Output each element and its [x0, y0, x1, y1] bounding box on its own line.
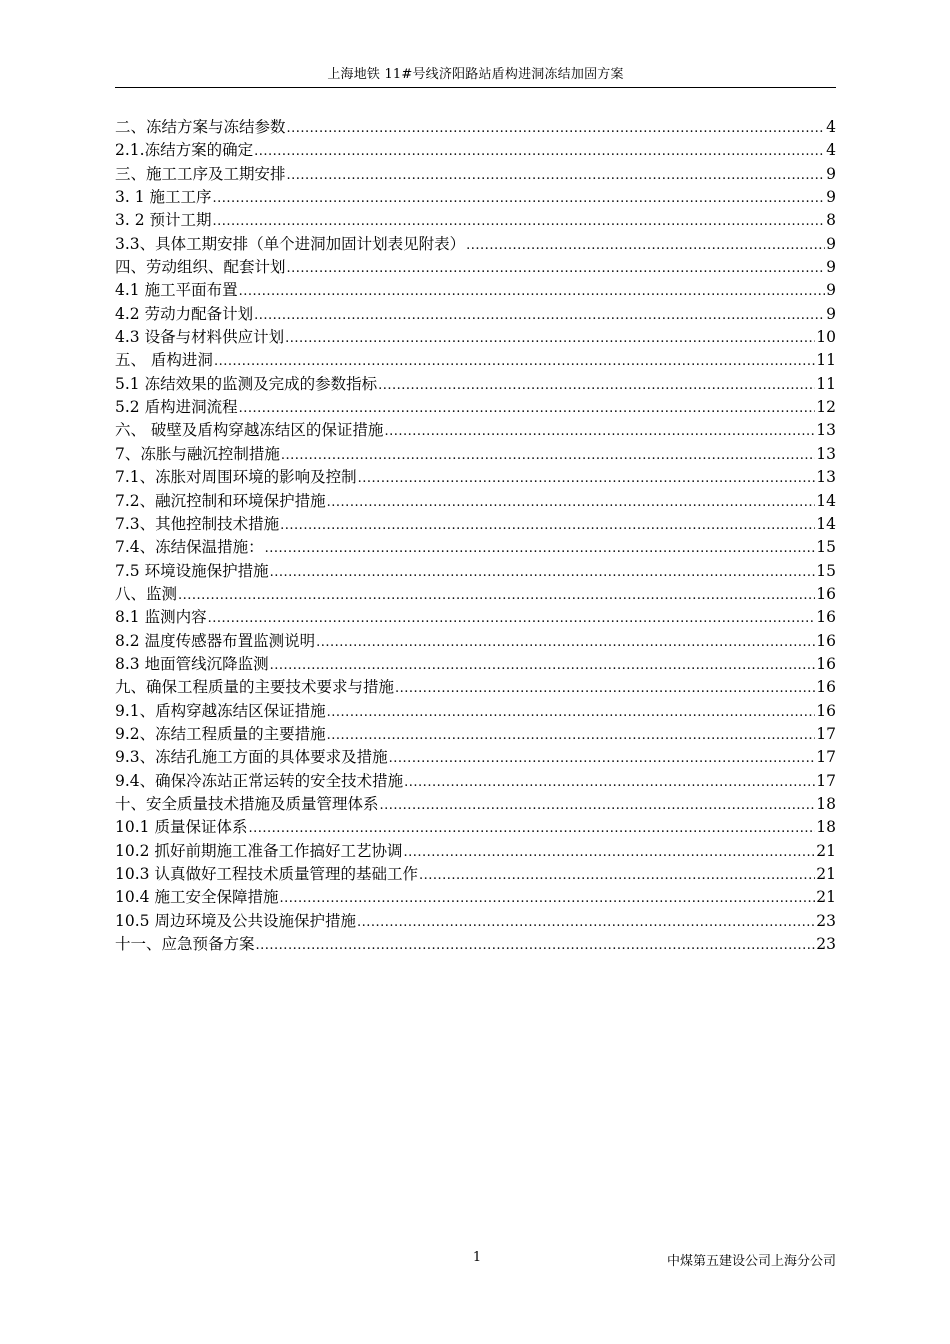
toc-entry-title[interactable]: 3. 1 施工工序 — [115, 188, 212, 207]
toc-entry-page[interactable]: 16 — [816, 701, 836, 720]
toc-entry-page[interactable]: 4 — [826, 118, 836, 136]
toc-dot-leader — [389, 747, 816, 770]
toc-entry-page[interactable]: 16 — [816, 678, 836, 697]
toc-entry-title[interactable]: 7、冻胀与融沉控制措施 — [115, 444, 280, 463]
toc-entry[interactable] — [115, 443, 836, 466]
toc-dot-leader — [178, 584, 815, 607]
toc-entry[interactable] — [115, 279, 836, 302]
header-rule — [115, 87, 836, 88]
toc-entry-title[interactable]: 十一、应急预备方案 — [115, 935, 255, 954]
toc-entry[interactable] — [115, 256, 836, 279]
toc-entry[interactable] — [115, 513, 836, 536]
toc-dot-leader — [270, 654, 816, 677]
toc-entry-page[interactable]: 23 — [816, 935, 836, 954]
toc-entry-title[interactable]: 九、确保工程质量的主要技术要求与措施 — [115, 678, 395, 697]
toc-dot-leader — [270, 561, 816, 584]
toc-dot-leader — [214, 350, 815, 373]
toc-entry[interactable] — [115, 303, 836, 326]
toc-dot-leader — [384, 420, 815, 443]
toc-entry[interactable] — [115, 606, 836, 629]
toc-dot-leader — [327, 724, 816, 747]
toc-dot-leader — [248, 817, 815, 840]
toc-dot-leader — [419, 864, 815, 887]
toc-entry-page[interactable]: 9 — [826, 304, 836, 323]
toc-dot-leader — [395, 677, 815, 700]
toc-entry[interactable] — [115, 910, 836, 933]
toc-entry-page[interactable]: 13 — [816, 421, 836, 440]
toc-entry-title[interactable]: 八、监测 — [115, 584, 178, 603]
toc-entry-page[interactable]: 16 — [816, 608, 836, 627]
toc-entry-page[interactable]: 12 — [816, 398, 836, 417]
toc-entry-page[interactable]: 17 — [816, 724, 836, 743]
toc-dot-leader — [239, 280, 826, 303]
toc-entry[interactable] — [115, 373, 836, 396]
toc-dot-leader — [213, 210, 826, 233]
toc-dot-leader — [287, 257, 826, 280]
toc-entry-title[interactable]: 9.1、盾构穿越冻结区保证措施 — [115, 701, 326, 720]
toc-entry-title[interactable]: 10.3 认真做好工程技术质量管理的基础工作 — [115, 865, 418, 883]
toc-entry-title[interactable]: 10.4 施工安全保障措施 — [115, 888, 279, 907]
toc-dot-leader — [254, 304, 825, 327]
toc-entry[interactable] — [115, 653, 836, 676]
toc-entry-page[interactable]: 13 — [816, 468, 836, 487]
toc-dot-leader — [208, 607, 816, 630]
toc-dot-leader — [239, 397, 816, 420]
toc-entry-page[interactable]: 21 — [816, 888, 836, 907]
toc-entry[interactable] — [115, 466, 836, 489]
toc-entry-title[interactable]: 2.1.冻结方案的确定 — [115, 141, 254, 160]
toc-entry[interactable] — [115, 630, 836, 653]
toc-entry[interactable] — [115, 886, 836, 909]
toc-entry-page[interactable]: 18 — [816, 794, 836, 813]
toc-entry[interactable] — [115, 209, 836, 232]
toc-dot-leader — [404, 771, 815, 794]
toc-entry-page[interactable]: 14 — [816, 491, 836, 510]
toc-entry-page[interactable]: 15 — [816, 538, 836, 557]
toc-dot-leader — [285, 327, 815, 350]
toc-dot-leader — [316, 631, 815, 654]
toc-entry[interactable] — [115, 723, 836, 746]
toc-dot-leader — [265, 537, 816, 560]
toc-entry-title[interactable]: 7.1、冻胀对周围环境的影响及控制 — [115, 468, 357, 487]
toc-entry[interactable] — [115, 116, 836, 139]
toc-entry-title[interactable]: 7.4、冻结保温措施： — [115, 538, 264, 557]
toc-entry-title[interactable]: 五、 盾构进洞 — [115, 351, 213, 370]
toc-entry-title[interactable]: 8.1 监测内容 — [115, 608, 207, 627]
toc-entry[interactable] — [115, 163, 836, 186]
toc-entry-page[interactable]: 18 — [816, 818, 836, 837]
toc-dot-leader — [281, 444, 815, 467]
toc-dot-leader — [287, 164, 826, 187]
toc-entry-page[interactable]: 15 — [816, 561, 836, 580]
toc-entry-title[interactable]: 3. 2 预计工期 — [115, 211, 212, 230]
toc-dot-leader — [327, 701, 816, 724]
toc-entry[interactable] — [115, 490, 836, 513]
toc-entry-title[interactable]: 7.5 环境设施保护措施 — [115, 561, 269, 580]
footer-company-name: 中煤第五建设公司上海分公司 — [666, 1254, 836, 1269]
toc-entry[interactable] — [115, 793, 836, 816]
toc-entry[interactable] — [115, 746, 836, 769]
toc-entry-title[interactable]: 9.4、确保冷冻站正常运转的安全技术措施 — [115, 771, 404, 790]
toc-entry[interactable] — [115, 560, 836, 583]
toc-dot-leader — [256, 934, 816, 957]
toc-entry-page[interactable]: 4 — [826, 141, 836, 160]
toc-entry[interactable] — [115, 186, 836, 209]
toc-entry[interactable] — [115, 139, 836, 162]
toc-entry-title[interactable]: 5.2 盾构进洞流程 — [115, 398, 238, 417]
toc-entry[interactable] — [115, 233, 836, 256]
toc-entry[interactable] — [115, 770, 836, 793]
toc-entry[interactable] — [115, 419, 836, 442]
toc-dot-leader — [466, 234, 825, 257]
toc-dot-leader — [254, 140, 825, 163]
toc-entry-title[interactable]: 5.1 冻结效果的监测及完成的参数指标 — [115, 374, 378, 393]
toc-entry-title[interactable]: 4.2 劳动力配备计划 — [115, 304, 254, 323]
toc-entry-page[interactable]: 17 — [816, 748, 836, 767]
toc-entry-title[interactable]: 10.1 质量保证体系 — [115, 818, 248, 837]
toc-entry-title[interactable]: 10.2 抓好前期施工准备工作搞好工艺协调 — [115, 841, 403, 860]
toc-entry-title[interactable]: 十、安全质量技术措施及质量管理体系 — [115, 794, 379, 813]
toc-entry-page[interactable]: 9 — [826, 164, 836, 183]
toc-entry-title[interactable]: 三、施工工序及工期安排 — [115, 164, 286, 183]
toc-entry-page[interactable]: 21 — [816, 841, 836, 860]
toc-dot-leader — [327, 491, 816, 514]
header-title: 上海地铁 11#号线济阳路站盾构进洞冻结加固方案 — [327, 67, 624, 82]
toc-dot-leader — [213, 187, 826, 210]
toc-dot-leader — [403, 841, 815, 864]
toc-entry-page[interactable]: 10 — [816, 328, 836, 347]
toc-entry-title[interactable]: 7.2、融沉控制和环境保护措施 — [115, 491, 326, 510]
toc-entry-title[interactable]: 9.2、冻结工程质量的主要措施 — [115, 724, 326, 743]
toc-entry-page[interactable]: 9 — [826, 281, 836, 300]
toc-dot-leader — [358, 467, 816, 490]
toc-entry-title[interactable]: 10.5 周边环境及公共设施保护措施 — [115, 911, 356, 930]
toc-entry-page[interactable]: 16 — [816, 584, 836, 603]
toc-dot-leader — [280, 514, 815, 537]
toc-dot-leader — [279, 887, 815, 910]
toc-entry-title[interactable]: 8.2 温度传感器布置监测说明 — [115, 631, 316, 650]
toc-entry-page[interactable]: 23 — [816, 911, 836, 930]
toc-entry[interactable] — [115, 863, 836, 886]
toc-entry-title[interactable]: 二、冻结方案与冻结参数 — [115, 118, 286, 136]
toc-dot-leader — [287, 117, 826, 140]
toc-entry[interactable] — [115, 700, 836, 723]
toc-entry-title[interactable]: 4.1 施工平面布置 — [115, 281, 238, 300]
toc-dot-leader — [380, 794, 816, 817]
toc-entry[interactable] — [115, 676, 836, 699]
toc-entry[interactable] — [115, 840, 836, 863]
toc-entry-title[interactable]: 4.3 设备与材料供应计划 — [115, 328, 285, 347]
toc-entry-page[interactable]: 16 — [816, 654, 836, 673]
toc-entry-page[interactable]: 17 — [816, 771, 836, 790]
toc-entry[interactable] — [115, 933, 836, 956]
toc-entry[interactable] — [115, 583, 836, 606]
toc-entry[interactable] — [115, 816, 836, 839]
toc-entry[interactable] — [115, 396, 836, 419]
toc-entry-page[interactable]: 21 — [816, 865, 836, 883]
toc-entry-title[interactable]: 8.3 地面管线沉降监测 — [115, 654, 269, 673]
toc-entry[interactable] — [115, 326, 836, 349]
toc-entry[interactable] — [115, 536, 836, 559]
toc-entry-title[interactable]: 3.3、具体工期安排（单个进洞加固计划表见附表） — [115, 234, 466, 253]
toc-entry-page[interactable]: 14 — [816, 514, 836, 533]
toc-entry-page[interactable]: 9 — [826, 234, 836, 253]
table-of-contents — [115, 116, 836, 956]
toc-entry-title[interactable]: 六、 破壁及盾构穿越冻结区的保证措施 — [115, 421, 384, 440]
toc-entry-page[interactable]: 11 — [816, 374, 836, 393]
toc-dot-leader — [378, 374, 815, 397]
toc-entry-page[interactable]: 9 — [826, 188, 836, 207]
toc-entry-page[interactable]: 8 — [826, 211, 836, 230]
toc-entry-title[interactable]: 7.3、其他控制技术措施 — [115, 514, 280, 533]
toc-dot-leader — [357, 911, 815, 934]
toc-entry-page[interactable]: 13 — [816, 444, 836, 463]
footer-page-number: 1 — [472, 1250, 482, 1265]
toc-entry-title[interactable]: 9.3、冻结孔施工方面的具体要求及措施 — [115, 748, 388, 767]
toc-entry-title[interactable]: 四、劳动组织、配套计划 — [115, 258, 286, 277]
toc-entry-page[interactable]: 16 — [816, 631, 836, 650]
toc-entry-page[interactable]: 11 — [816, 351, 836, 370]
toc-entry-page[interactable]: 9 — [826, 258, 836, 277]
toc-entry[interactable] — [115, 349, 836, 372]
